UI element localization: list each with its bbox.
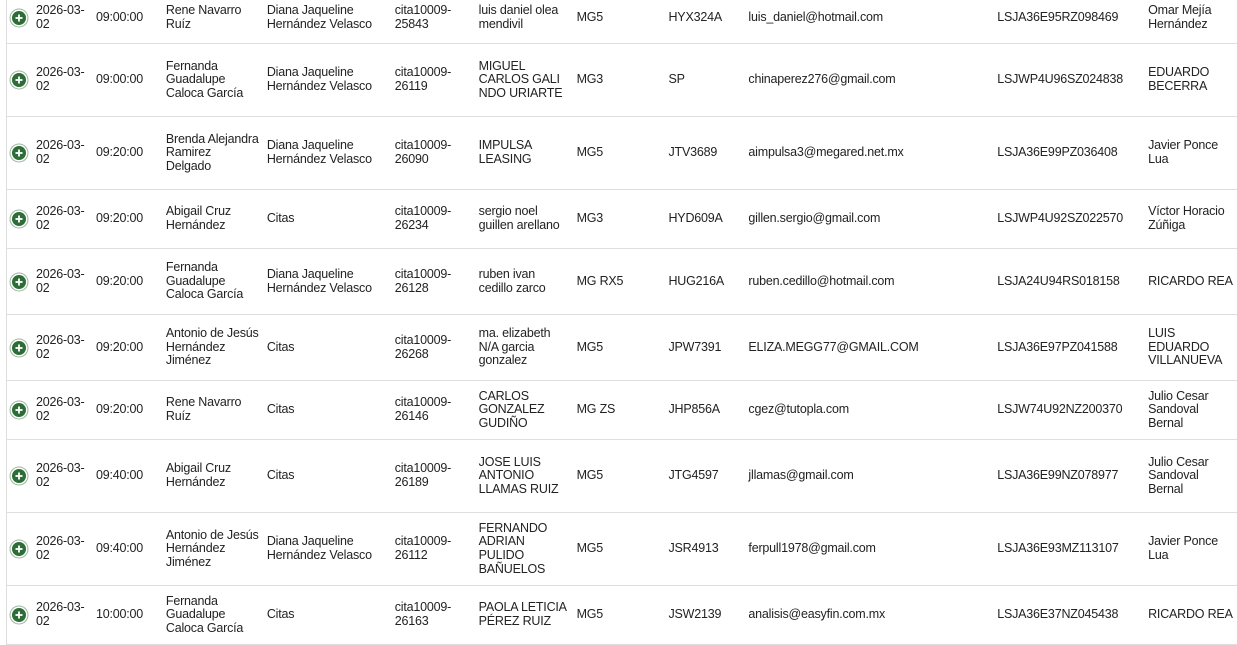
agent-cell: Citas [266,402,295,417]
table-row [6,381,1237,440]
email-cell: analisis@easyfin.com.mx [748,607,886,622]
expand-row-button[interactable] [12,608,26,622]
plate-cell: JSW2139 [668,607,722,622]
customer-cell: CARLOS GONZALEZ GUDIÑO [478,388,545,430]
expand-row-button[interactable] [12,469,26,483]
plate-cell: JPW7391 [668,339,722,354]
time-cell: 09:20:00 [95,145,143,160]
plus-circle-icon [15,406,23,414]
time-cell: 10:00:00 [95,607,143,622]
appointment-id-cell: cita10009-26163 [394,600,452,628]
time-cell: 09:20:00 [95,273,143,288]
table-row [6,44,1237,117]
agent-cell: Diana Jaqueline Hernández Velasco [266,266,372,295]
model-cell: MG RX5 [576,273,624,288]
expand-cell [7,469,32,483]
technician-cell: Julio Cesar Sandoval Bernal [1148,388,1209,430]
time-cell: 09:40:00 [95,468,143,483]
appointment-id-cell: cita10009-26146 [394,395,452,423]
advisor-cell: Fernanda Guadalupe Caloca García [165,260,244,302]
plus-circle-icon [15,278,23,286]
date-cell: 2026-03-02 [35,138,85,166]
customer-cell: JOSE LUIS ANTONIO LLAMAS RUIZ [478,454,559,496]
expand-row-button[interactable] [12,403,26,417]
plate-cell: SP [668,72,685,87]
advisor-cell: Abigail Cruz Hernández [165,204,231,232]
date-cell: 2026-03-02 [35,395,85,423]
email-cell: luis_daniel@hotmail.com [748,9,883,24]
plus-circle-icon [15,611,23,619]
technician-cell: Omar Mejía Hernández [1148,2,1212,31]
appointment-id-cell: cita10009-26090 [394,138,452,166]
expand-cell [7,212,32,226]
expand-cell [7,11,32,25]
plus-circle-icon [15,472,23,480]
table-row [6,513,1237,586]
model-cell: MG3 [576,72,604,87]
vin-cell: LSJA24U94RS018158 [997,273,1120,288]
model-cell: MG ZS [576,402,616,417]
agent-cell: Citas [266,339,295,354]
plate-cell: JHP856A [668,402,720,417]
advisor-cell: Fernanda Guadalupe Caloca García [165,593,244,635]
customer-cell: ruben ivan cedillo zarco [478,266,546,295]
agent-cell: Diana Jaqueline Hernández Velasco [266,534,372,562]
plus-circle-icon [15,344,23,352]
date-cell: 2026-03-02 [35,65,85,93]
date-cell: 2026-03-02 [35,204,85,232]
technician-cell: Víctor Horacio Zúñiga [1148,204,1225,232]
email-cell: jllamas@gmail.com [748,468,854,483]
expand-row-button[interactable] [12,73,26,87]
plate-cell: JSR4913 [668,541,719,556]
technician-cell: Javier Ponce Lua [1148,534,1218,562]
time-cell: 09:40:00 [95,541,143,556]
email-cell: aimpulsa3@megared.net.mx [748,145,904,160]
time-cell: 09:00:00 [95,72,143,87]
customer-cell: MIGUEL CARLOS GALI NDO URIARTE [478,58,563,100]
technician-cell: LUIS EDUARDO VILLANUEVA [1148,326,1223,368]
agent-cell: Diana Jaqueline Hernández Velasco [266,138,372,166]
model-cell: MG5 [576,145,604,160]
table-row [6,190,1237,249]
appointment-id-cell: cita10009-26234 [394,204,452,232]
model-cell: MG5 [576,468,604,483]
advisor-cell: Brenda Alejandra Ramirez Delgado [165,131,259,173]
model-cell: MG5 [576,9,604,24]
email-cell: chinaperez276@gmail.com [748,72,896,87]
customer-cell: IMPULSA LEASING [478,138,532,166]
agent-cell: Diana Jaqueline Hernández Velasco [266,65,372,93]
customer-cell: PAOLA LETICIA PÉREZ RUIZ [478,600,567,628]
date-cell: 2026-03-02 [35,332,85,361]
email-cell: cgez@tutopla.com [748,402,849,417]
expand-cell [7,403,32,417]
advisor-cell: Antonio de Jesús Hernández Jiménez [165,326,259,368]
appointment-id-cell: cita10009-26189 [394,461,452,489]
advisor-cell: Rene Navarro Ruíz [165,395,242,423]
plus-circle-icon [15,215,23,223]
date-cell: 2026-03-02 [35,600,85,628]
table-row [6,249,1237,315]
agent-cell: Diana Jaqueline Hernández Velasco [266,2,372,31]
plate-cell: HYX324A [668,9,722,24]
date-cell: 2026-03-02 [35,2,85,31]
vin-cell: LSJWP4U92SZ022570 [997,211,1124,226]
technician-cell: Javier Ponce Lua [1148,138,1218,166]
time-cell: 09:00:00 [95,9,143,24]
plus-circle-icon [15,545,23,553]
technician-cell: RICARDO REA [1148,607,1233,622]
table-row [6,586,1237,645]
expand-row-button[interactable] [12,542,26,556]
expand-cell [7,146,32,160]
date-cell: 2026-03-02 [35,461,85,489]
vin-cell: LSJA36E99PZ036408 [997,145,1118,160]
expand-row-button[interactable] [12,275,26,289]
technician-cell: Julio Cesar Sandoval Bernal [1148,454,1209,496]
plus-circle-icon [15,149,23,157]
email-cell: gillen.sergio@gmail.com [748,211,881,226]
model-cell: MG3 [576,211,604,226]
advisor-cell: Fernanda Guadalupe Caloca García [165,58,244,100]
time-cell: 09:20:00 [95,402,143,417]
model-cell: MG5 [576,339,604,354]
plate-cell: HYD609A [668,211,723,226]
plate-cell: JTV3689 [668,145,718,160]
expand-cell [7,341,32,355]
customer-cell: luis daniel olea mendivil [478,2,559,31]
appointment-id-cell: cita10009-26128 [394,266,452,295]
email-cell: ELIZA.MEGG77@GMAIL.COM [748,339,919,354]
expand-cell [7,542,32,556]
plate-cell: JTG4597 [668,468,719,483]
expand-row-button[interactable] [12,212,26,226]
vin-cell: LSJW74U92NZ200370 [997,402,1123,417]
advisor-cell: Rene Navarro Ruíz [165,2,242,31]
table-row [6,0,1237,44]
vin-cell: LSJWP4U96SZ024838 [997,72,1124,87]
customer-cell: FERNANDO ADRIAN PULIDO BAÑUELOS [478,520,548,576]
expand-row-button[interactable] [12,11,26,25]
vin-cell: LSJA36E97PZ041588 [997,339,1118,354]
table-row [6,440,1237,513]
expand-cell [7,275,32,289]
appointment-id-cell: cita10009-26112 [394,534,452,562]
agent-cell: Citas [266,468,295,483]
appointment-id-cell: cita10009-26268 [394,332,452,361]
time-cell: 09:20:00 [95,211,143,226]
plate-cell: HUG216A [668,273,725,288]
technician-cell: EDUARDO BECERRA [1148,65,1210,93]
expand-cell [7,608,32,622]
vin-cell: LSJA36E99NZ078977 [997,468,1119,483]
customer-cell: ma. elizabeth N/A garcia gonzalez [478,326,551,368]
date-cell: 2026-03-02 [35,534,85,562]
appointments-table [6,0,1237,645]
appointment-id-cell: cita10009-25843 [394,2,452,31]
appointment-id-cell: cita10009-26119 [394,65,452,93]
email-cell: ferpull1978@gmail.com [748,541,876,556]
expand-cell [7,73,32,87]
technician-cell: RICARDO REA [1148,273,1233,288]
agent-cell: Citas [266,607,295,622]
vin-cell: LSJA36E95RZ098469 [997,9,1119,24]
advisor-cell: Abigail Cruz Hernández [165,461,231,489]
customer-cell: sergio noel guillen arellano [478,204,560,232]
table-row [6,117,1237,190]
table-row [6,315,1237,381]
expand-row-button[interactable] [12,146,26,160]
plus-circle-icon [15,14,23,22]
email-cell: ruben.cedillo@hotmail.com [748,273,895,288]
plus-circle-icon [15,76,23,84]
expand-row-button[interactable] [12,341,26,355]
time-cell: 09:20:00 [95,339,143,354]
model-cell: MG5 [576,541,604,556]
agent-cell: Citas [266,211,295,226]
vin-cell: LSJA36E93MZ113107 [997,541,1119,556]
vin-cell: LSJA36E37NZ045438 [997,607,1119,622]
model-cell: MG5 [576,607,604,622]
date-cell: 2026-03-02 [35,266,85,295]
advisor-cell: Antonio de Jesús Hernández Jiménez [165,527,259,569]
